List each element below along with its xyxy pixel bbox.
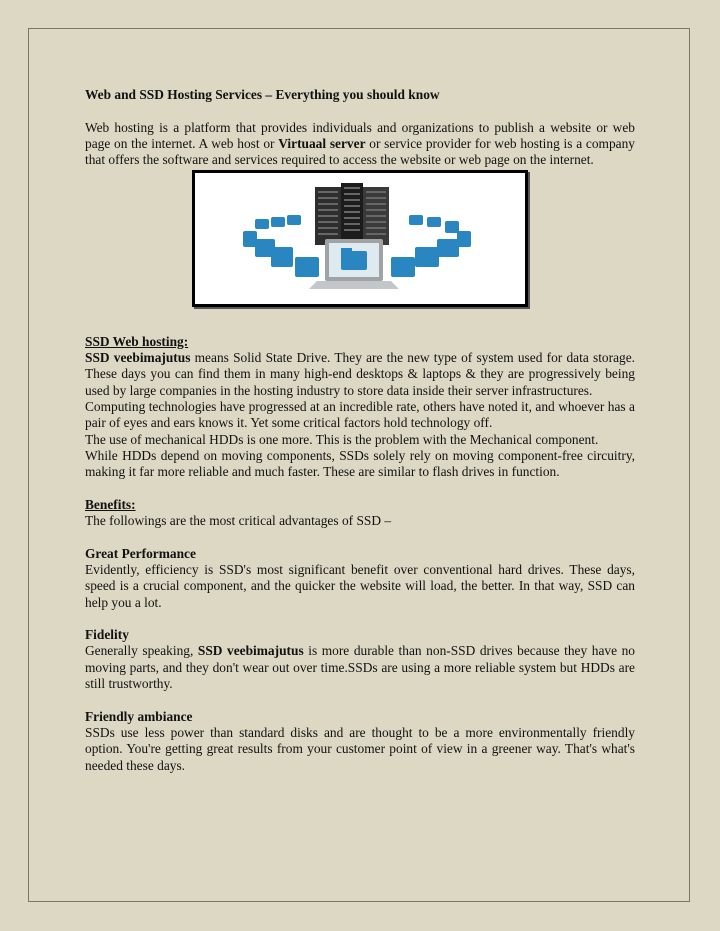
ssd-paragraph-3: The use of mechanical HDDs is one more. This is the problem with the Mechanical component. [85,431,599,447]
fidelity-heading [85,627,635,643]
ssd-paragraph-1 [85,350,635,399]
hosting-illustration [192,170,528,307]
ssd-heading [85,334,635,350]
laptop-icon [309,239,399,289]
performance-heading-text: Great Performance [85,545,196,561]
performance-heading [85,546,635,562]
benefits-intro: The followings are the most critical advantages of SSD – [85,513,392,529]
document-body [85,85,635,774]
ambiance-heading [85,709,635,725]
virtual-server-link-text: Virtuaal server [278,135,366,151]
ssd-paragraph-4: While HDDs depend on moving components, SSDs solely rely on moving component-free circuitry, making it far more reliable and much faster. These are similar to flash drives in function. [85,447,635,480]
fidelity-text [85,643,635,692]
server-rack-icon [315,183,389,245]
fidelity-post: is more durable than non-SSD drives because they have no moving parts, and they don't wear out over time.SSDs are using a more reliable system but HDDs are still trustworthy. [85,643,635,692]
benefits-heading-text: Benefits: [85,496,136,512]
ssd-lead-bold: SSD veebimajutus [85,350,191,366]
performance-text: Evidently, efficiency is SSD's most significant benefit over conventional hard drives. These days, speed is a crucial component, and the quicker the website will load, the better. In that way, SSD can help you a lot. [85,561,635,610]
fidelity-heading-text: Fidelity [85,627,129,643]
ambiance-text: SSDs use less power than standard disks and are thought to be a more environmentally friendly option. You're getting great results from your customer point of view in a greener way. That's what's needed these days. [85,724,635,773]
ssd-paragraph-2: Computing technologies have progressed at an incredible rate, others have noted it, and whoever has a pair of eyes and ears knows it. Yet some critical factors hold technology off. [85,398,635,431]
fidelity-bold: SSD veebimajutus [197,643,304,659]
ssd-heading-text: SSD Web hosting: [85,333,189,349]
intro-paragraph [85,120,635,169]
fidelity-pre: Generally speaking, [85,643,198,659]
intro-text-2: or service provider for web hosting is a company that offers the software and services required to access the website or web page on the internet. [85,135,635,168]
intro-text-1: Web hosting is a platform that provides individuals and organizations to publish a website or web page on the internet. A web host or [85,119,635,151]
server-illustration-svg [195,173,525,304]
ambiance-heading-text: Friendly ambiance [85,708,193,724]
document-page [28,28,690,902]
document-title: Web and SSD Hosting Services – Everything you should know [85,87,440,102]
benefits-heading [85,497,635,513]
ssd-lead-text: means Solid State Drive. They are the new type of system used for data storage. These days you can find them in many high-end desktops & laptops & they are progressively being used by large companies in the hosting industry to store data inside their server infrastructures. [85,350,635,398]
